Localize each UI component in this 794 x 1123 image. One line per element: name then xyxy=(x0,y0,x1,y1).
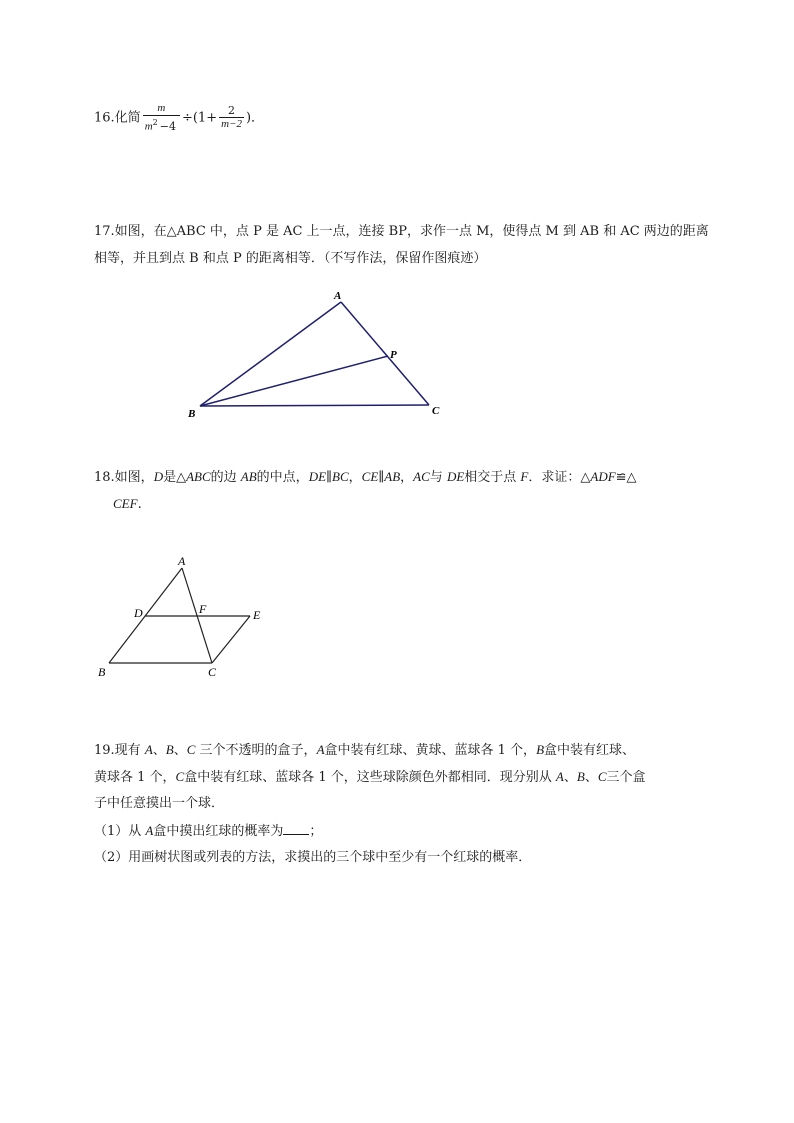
q18-text: 与 xyxy=(429,470,447,485)
q19-math: A xyxy=(144,742,153,757)
q17-side-ab xyxy=(200,302,341,406)
q16-fraction-1 xyxy=(143,102,180,134)
q16-frac1-den-rest: −4 xyxy=(159,119,176,133)
q17-segment-bp xyxy=(200,356,388,406)
q18-line-2 xyxy=(113,494,142,515)
q18-figure-lines xyxy=(109,568,250,663)
q19-math: C xyxy=(186,742,196,757)
q17-label-b: B xyxy=(188,408,196,418)
q18-text: 的中点， xyxy=(256,470,309,485)
q16-line xyxy=(94,102,264,134)
q17-label-p: P xyxy=(390,349,397,361)
q19-math: C xyxy=(597,769,607,784)
q18-math: ABC xyxy=(186,469,211,484)
q16-frac1-denominator xyxy=(143,116,180,134)
q19-text: 、 xyxy=(173,743,187,758)
q16-prefix: 16.化简 xyxy=(94,110,141,126)
q18-label-d: D xyxy=(134,606,143,620)
q16-suffix: )． xyxy=(245,110,265,126)
q18-label-c: C xyxy=(208,665,217,679)
q17-label-a: A xyxy=(334,290,342,302)
q18-text: 18.如图， xyxy=(94,470,154,485)
q18-label-b: B xyxy=(98,665,106,679)
q17-line-1: 17.如图，在△ABC 中，点 P 是 AC 上一点，连接 BP，求作一点 M，使得点 M 到 AB 和 AC 两边的距离 xyxy=(94,224,709,239)
q18-math: AC xyxy=(413,469,430,484)
q18-math: DE xyxy=(446,469,465,484)
q17-triangle-figure xyxy=(0,288,794,418)
q17-side-ac xyxy=(341,302,429,405)
q16-frac1-numerator: m xyxy=(143,102,180,116)
q19-text: 、 xyxy=(152,743,166,758)
q19-line-3: 子中任意摸出一个球． xyxy=(94,796,225,811)
q18-math: D xyxy=(153,469,164,484)
q19-math: A xyxy=(316,742,325,757)
q18-text: 的边 xyxy=(210,470,241,485)
q18-math: AB xyxy=(240,469,257,484)
q19-text: 三个盒 xyxy=(606,770,646,785)
q19-text: 盒中装有红球、黄球、蓝球各 1 个， xyxy=(324,743,537,758)
q18-text: 相交于点 xyxy=(464,470,521,485)
q18-parallelogram-figure xyxy=(0,550,794,690)
q19-sub1-prefix: （1）从 xyxy=(94,824,146,839)
q18-label-f: F xyxy=(199,602,207,616)
answer-blank[interactable] xyxy=(283,822,309,835)
q16-frac1-den-exp: 2 xyxy=(152,118,158,127)
q19-sub1-text: 盒中摸出红球的概率为 xyxy=(153,824,284,839)
q18-math: CEF xyxy=(113,496,138,511)
q16-frac1-den-base: m xyxy=(144,120,153,133)
q16-frac2-numerator: 2 xyxy=(219,104,244,118)
q18-segment-ce xyxy=(212,616,250,663)
q18-math: DE∥BC xyxy=(308,469,349,484)
q18-line-1 xyxy=(94,467,637,488)
q19-sub1-box: A xyxy=(145,823,154,838)
q19-sub1-end: ； xyxy=(309,824,323,839)
q19-sub-question-1 xyxy=(94,821,322,842)
q19-math: B xyxy=(165,742,174,757)
q18-math: F xyxy=(520,469,529,484)
q18-text: 是△ xyxy=(163,470,187,485)
q18-math: ADF xyxy=(590,469,616,484)
q19-text: 三个不透明的盒子， xyxy=(195,743,317,758)
q18-label-e: E xyxy=(253,608,261,622)
q18-label-a: A xyxy=(178,554,186,568)
q19-line-2 xyxy=(94,767,646,788)
q19-math: A xyxy=(555,769,564,784)
q18-math: CE∥AB xyxy=(361,469,401,484)
q19-math: C xyxy=(175,769,185,784)
q16-frac2-denominator: m−2 xyxy=(221,118,242,131)
q17-label-c: C xyxy=(432,405,440,417)
q19-math: B xyxy=(576,769,585,784)
q16-fraction-2 xyxy=(219,104,244,131)
q19-text: 19.现有 xyxy=(94,743,145,758)
q19-math: B xyxy=(536,742,545,757)
q19-text: 、 xyxy=(584,770,598,785)
q19-sub-question-2: （2）用画树状图或列表的方法，求摸出的三个球中至少有一个红球的概率． xyxy=(94,850,532,865)
q16-div-open: ÷(1+ xyxy=(181,110,218,126)
q17-side-bc xyxy=(200,405,429,406)
q19-text: 、 xyxy=(563,770,577,785)
q18-text: . xyxy=(137,497,142,512)
q19-line-1 xyxy=(94,740,635,761)
q17-line-2: 相等，并且到点 B 和点 P 的距离相等．（不写作法，保留作图痕迹） xyxy=(94,251,487,266)
q18-text: ．求证：△ xyxy=(528,470,591,485)
q18-text: ， xyxy=(348,470,362,485)
q18-text: ， xyxy=(400,470,414,485)
q18-text: ≌△ xyxy=(615,470,637,485)
q19-text: 黄球各 1 个， xyxy=(94,770,176,785)
q19-text: 盒中装有红球、蓝球各 1 个，这些球除颜色外都相同．现分别从 xyxy=(184,770,556,785)
q19-text: 盒中装有红球、 xyxy=(544,743,636,758)
